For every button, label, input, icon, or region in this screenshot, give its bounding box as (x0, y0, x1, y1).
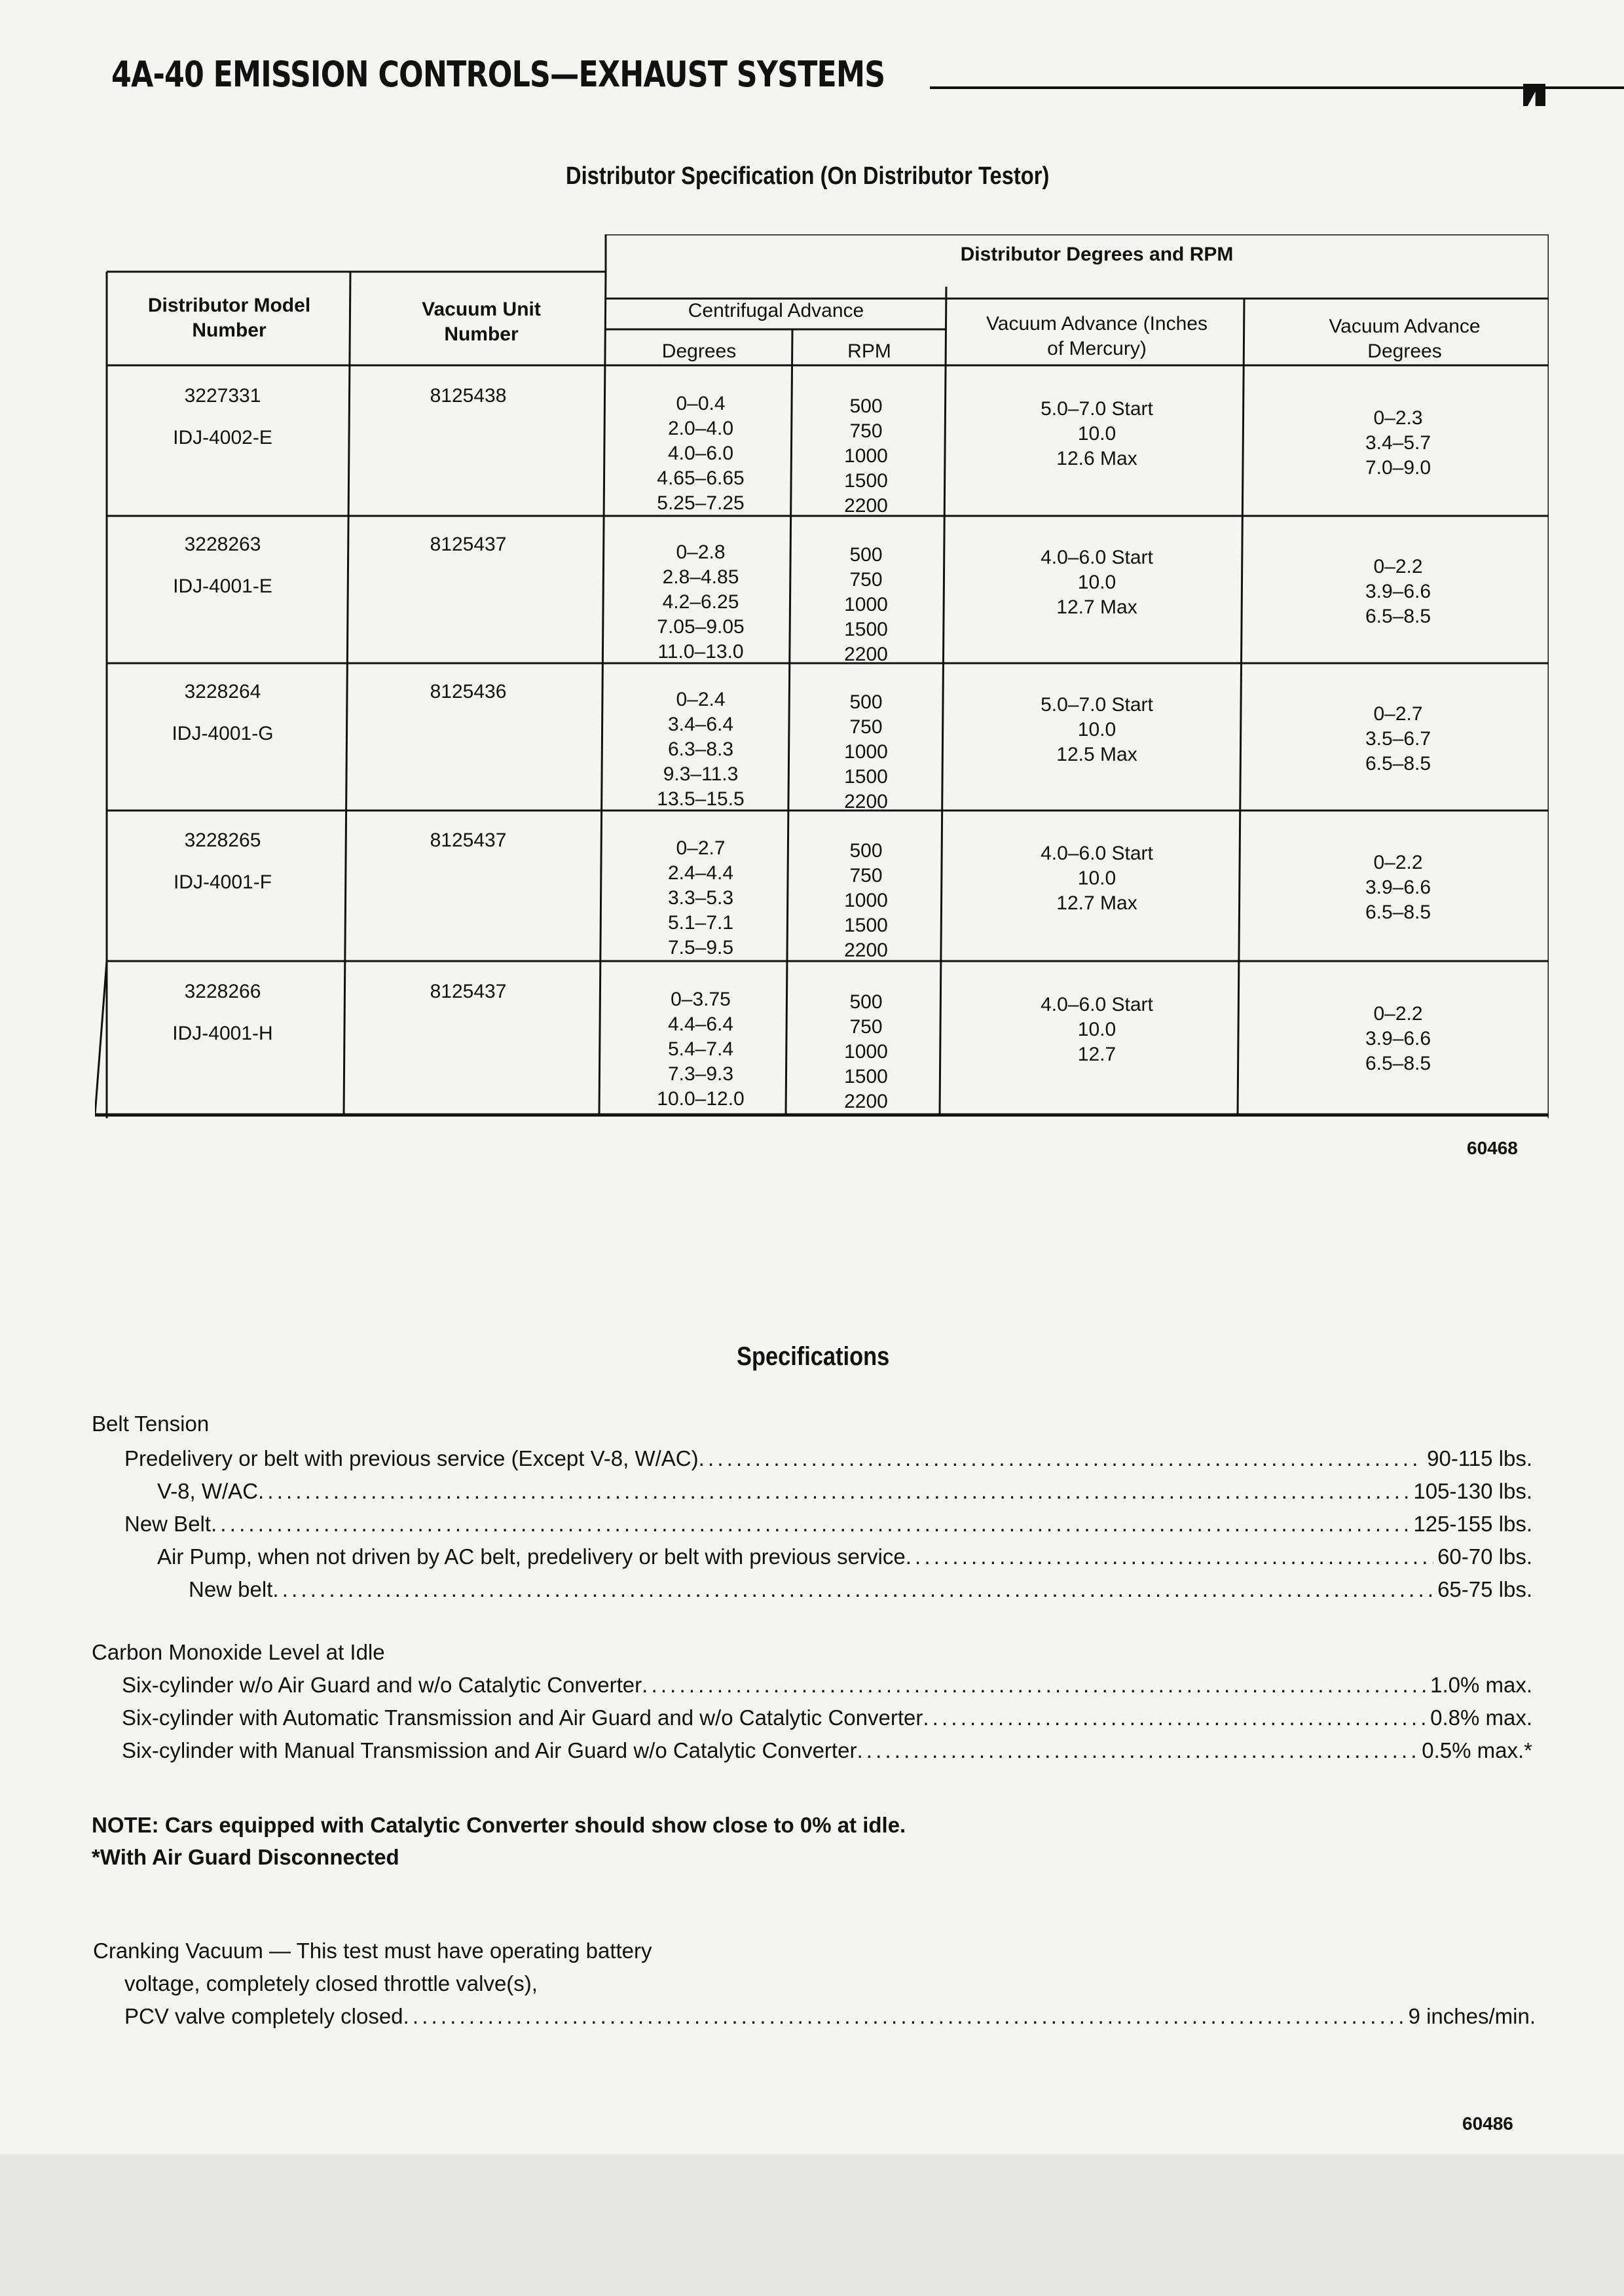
cell-degrees: 5.1–7.1 (667, 912, 734, 934)
header-rule (930, 86, 1624, 89)
page-margin-shadow (0, 2154, 1624, 2296)
cell-vacuum-degrees: 0–2.2 (1373, 852, 1423, 873)
cell-rpm: 500 (849, 840, 883, 862)
cell-degrees: 5.4–7.4 (667, 1038, 734, 1060)
spec-line: Predelivery or belt with previous service (Except V-8, W/AC) . . . 90-115 lbs. (124, 1446, 1532, 1472)
col-header-vacuum-advance: Vacuum Advance (Inches of Mercury) (986, 313, 1208, 359)
col-header-vacuum-degrees: Vacuum Advance Degrees (1329, 316, 1481, 362)
cell-unit-number: 8125437 (430, 829, 507, 851)
cell-model-code: IDJ-4001-G (172, 723, 274, 744)
col-header-centrifugal: Centrifugal Advance (688, 300, 864, 321)
cell-degrees: 3.3–5.3 (667, 887, 734, 909)
distributor-spec-table (95, 234, 1549, 1118)
cell-vacuum-advance: 12.7 Max (1056, 892, 1137, 914)
cell-degrees: 4.65–6.65 (657, 467, 745, 489)
cell-model-number: 3228265 (184, 829, 261, 851)
belt-tension-heading: Belt Tension (92, 1412, 210, 1436)
note-line: NOTE: Cars equipped with Catalytic Converter should show close to 0% at idle. (92, 1813, 906, 1837)
cranking-vacuum-line: Cranking Vacuum — This test must have operating battery (93, 1939, 652, 1963)
cell-rpm: 2200 (844, 495, 888, 517)
cell-degrees: 0–2.7 (676, 837, 726, 859)
cell-rpm: 1000 (844, 890, 888, 911)
col-header-degrees: Degrees (661, 340, 737, 362)
cell-degrees: 6.3–8.3 (667, 738, 734, 760)
table-figure-number: 60468 (1467, 1138, 1518, 1158)
spec-line: New Belt . . . 125-155 lbs. (124, 1511, 1532, 1537)
cell-vacuum-degrees: 0–2.2 (1373, 556, 1423, 577)
cell-vacuum-advance: 12.5 Max (1056, 744, 1137, 765)
cell-degrees: 7.5–9.5 (667, 937, 734, 958)
cell-model-code: IDJ-4001-E (173, 575, 272, 597)
cranking-vacuum-line: voltage, completely closed throttle valve(s), (124, 1971, 538, 1995)
col-header-model: Distributor Model Number (147, 295, 311, 341)
cell-vacuum-advance: 5.0–7.0 Start (1041, 694, 1153, 716)
cell-degrees: 13.5–15.5 (657, 788, 745, 810)
cell-vacuum-advance: 10.0 (1077, 867, 1116, 889)
spec-line: Air Pump, when not driven by AC belt, predelivery or belt with previous service . . . 60-70 lbs. (157, 1544, 1532, 1570)
cell-rpm: 750 (849, 1016, 883, 1038)
spec-figure-number: 60486 (1462, 2113, 1513, 2134)
cell-rpm: 750 (849, 716, 883, 738)
cell-vacuum-degrees: 0–2.3 (1373, 407, 1423, 429)
cell-vacuum-advance: 4.0–6.0 Start (1041, 843, 1153, 864)
cell-rpm: 2200 (844, 791, 888, 812)
cell-vacuum-degrees: 3.9–6.6 (1365, 581, 1431, 602)
cell-vacuum-degrees: 6.5–8.5 (1365, 902, 1431, 923)
spec-line: Six-cylinder with Automatic Transmission and Air Guard and w/o Catalytic Converter . . . 0.8% max. (122, 1705, 1532, 1731)
cell-unit-number: 8125436 (430, 681, 507, 702)
cell-rpm: 750 (849, 865, 883, 886)
cell-degrees: 3.4–6.4 (667, 714, 734, 735)
cell-degrees: 0–0.4 (676, 393, 726, 414)
carbon-monoxide-heading: Carbon Monoxide Level at Idle (92, 1640, 385, 1664)
cell-vacuum-advance: 10.0 (1077, 1019, 1116, 1040)
cell-model-number: 3227331 (184, 385, 261, 407)
cell-vacuum-degrees: 6.5–8.5 (1365, 606, 1431, 627)
col-header-rpm: RPM (847, 340, 891, 362)
cell-rpm: 750 (849, 569, 883, 591)
cell-vacuum-degrees: 3.5–6.7 (1365, 728, 1431, 750)
cell-model-code: IDJ-4001-F (173, 871, 272, 893)
cell-degrees: 0–2.8 (676, 541, 726, 563)
cell-vacuum-advance: 10.0 (1077, 719, 1116, 740)
cell-degrees: 4.2–6.25 (662, 591, 739, 613)
cell-vacuum-advance: 4.0–6.0 Start (1041, 994, 1153, 1015)
cell-rpm: 1500 (844, 1066, 888, 1087)
cell-model-number: 3228264 (184, 681, 261, 702)
cell-degrees: 10.0–12.0 (657, 1088, 745, 1110)
cell-vacuum-advance: 5.0–7.0 Start (1041, 398, 1153, 420)
cell-rpm: 500 (849, 691, 883, 713)
cell-degrees: 2.4–4.4 (667, 862, 734, 884)
specifications-title: Specifications (737, 1342, 890, 1371)
page-title: 4A-40 EMISSION CONTROLS—EXHAUST SYSTEMS (111, 54, 885, 95)
spec-line: V-8, W/AC . . . 105-130 lbs. (157, 1478, 1532, 1504)
spec-line: Six-cylinder w/o Air Guard and w/o Catalytic Converter . . . 1.0% max. (122, 1672, 1532, 1698)
cell-rpm: 500 (849, 395, 883, 417)
cell-degrees: 11.0–13.0 (657, 641, 744, 663)
cell-rpm: 1500 (844, 915, 888, 936)
cell-unit-number: 8125437 (430, 981, 507, 1002)
cell-unit-number: 8125438 (430, 385, 507, 407)
cell-rpm: 1000 (844, 594, 888, 615)
cell-vacuum-advance: 12.6 Max (1056, 448, 1137, 469)
cell-rpm: 1500 (844, 470, 888, 492)
cell-vacuum-degrees: 0–2.7 (1373, 703, 1423, 725)
cell-degrees: 7.3–9.3 (667, 1063, 734, 1085)
spec-line: New belt . . . 65-75 lbs. (189, 1576, 1532, 1603)
cell-vacuum-advance: 4.0–6.0 Start (1041, 547, 1153, 568)
spec-line: PCV valve completely closed . . . 9 inches/min. (124, 2003, 1536, 2030)
cell-rpm: 2200 (844, 1091, 888, 1112)
cell-vacuum-degrees: 3.9–6.6 (1365, 1028, 1431, 1049)
spec-line: Six-cylinder with Manual Transmission and Air Guard w/o Catalytic Converter . . . 0.5% max.* (122, 1738, 1532, 1764)
cell-rpm: 1000 (844, 741, 888, 763)
cell-model-number: 3228266 (184, 981, 261, 1002)
section-marker-icon (1523, 84, 1545, 106)
cell-vacuum-degrees: 0–2.2 (1373, 1003, 1423, 1025)
col-header-unit: Vacuum Unit Number (422, 299, 541, 345)
cell-rpm: 1500 (844, 766, 888, 788)
cell-vacuum-degrees: 3.4–5.7 (1365, 432, 1431, 454)
cell-degrees: 4.4–6.4 (667, 1013, 734, 1035)
cell-rpm: 1000 (844, 445, 888, 467)
cell-rpm: 750 (849, 420, 883, 442)
cell-vacuum-advance: 10.0 (1077, 572, 1116, 593)
cell-rpm: 2200 (844, 644, 888, 665)
cell-unit-number: 8125437 (430, 534, 507, 555)
cell-vacuum-advance: 12.7 (1077, 1044, 1116, 1065)
page-header (98, 54, 1545, 106)
table-grid (95, 234, 1549, 1118)
cell-degrees: 0–3.75 (671, 989, 731, 1010)
cell-degrees: 7.05–9.05 (657, 616, 745, 638)
cell-rpm: 500 (849, 544, 883, 566)
group-header: Distributor Degrees and RPM (960, 244, 1234, 265)
cell-model-code: IDJ-4001-H (172, 1023, 273, 1044)
cell-vacuum-degrees: 6.5–8.5 (1365, 753, 1431, 774)
table-title: Distributor Specification (On Distributor Testor) (566, 162, 1050, 190)
cell-rpm: 1000 (844, 1041, 888, 1063)
cell-vacuum-advance: 12.7 Max (1056, 596, 1137, 618)
cell-degrees: 0–2.4 (676, 689, 726, 710)
cell-model-number: 3228263 (184, 534, 261, 555)
cell-degrees: 4.0–6.0 (667, 443, 734, 464)
cell-vacuum-degrees: 3.9–6.6 (1365, 877, 1431, 898)
cell-vacuum-degrees: 7.0–9.0 (1365, 457, 1431, 479)
cell-model-code: IDJ-4002-E (173, 427, 272, 448)
cell-rpm: 500 (849, 991, 883, 1013)
cell-degrees: 2.8–4.85 (662, 566, 739, 588)
cell-vacuum-advance: 10.0 (1077, 423, 1116, 445)
note-footnote: *With Air Guard Disconnected (92, 1845, 399, 1869)
cell-rpm: 1500 (844, 619, 888, 640)
cell-degrees: 2.0–4.0 (667, 418, 734, 439)
cell-rpm: 2200 (844, 939, 888, 961)
cell-degrees: 5.25–7.25 (657, 492, 745, 514)
cell-degrees: 9.3–11.3 (663, 763, 739, 785)
cell-vacuum-degrees: 6.5–8.5 (1365, 1053, 1431, 1074)
